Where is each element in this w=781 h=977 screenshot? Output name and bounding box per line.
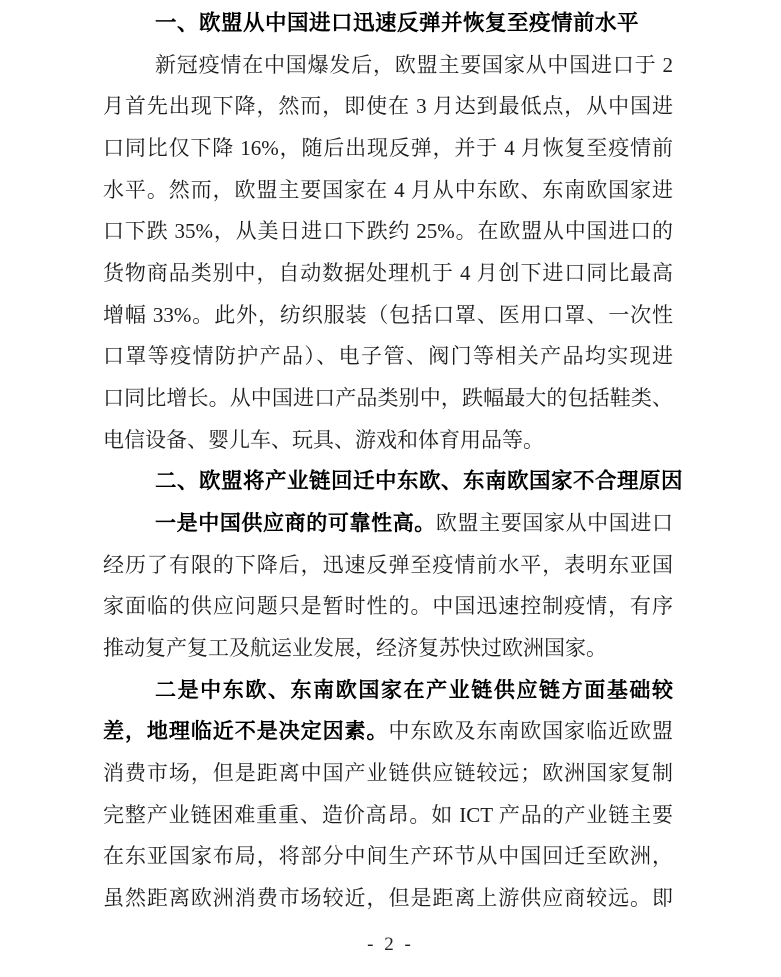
text-line (103, 45, 673, 87)
bold-text-segment: 一、欧盟从中国进口迅速反弹并恢复至疫情前水平 (155, 11, 640, 35)
text-segment: 推动复产复工及航运业发展，经济复苏快过欧洲国家。 (103, 636, 607, 661)
text-segment: 消费市场，但是距离中国产业链供应链较远；欧洲国家复制 (103, 761, 673, 786)
text-line (103, 836, 673, 878)
text-line (103, 253, 673, 295)
text-segment: 中东欧及东南欧国家临近欧盟 (388, 719, 674, 744)
text-segment: 经历了有限的下降后，迅速反弹至疫情前水平，表明东亚国 (103, 552, 673, 577)
text-line (103, 628, 673, 670)
text-segment: 货物商品类别中，自动数据处理机于 4 月创下进口同比最高 (103, 261, 673, 286)
bold-text-segment: 二、欧盟将产业链回迁中东欧、东南欧国家不合理原因 (155, 469, 684, 494)
text-segment: 虽然距离欧洲消费市场较近，但是距离上游供应商较远。即 (103, 886, 673, 911)
text-line (103, 86, 673, 128)
text-line (103, 211, 673, 253)
text-segment: 口罩等疫情防护产品）、电子管、阀门等相关产品均实现进 (103, 344, 673, 369)
page-footer (0, 930, 781, 960)
section-heading (103, 461, 684, 503)
bold-text-segment: 差，地理临近不是决定因素。 (103, 719, 389, 744)
text-line (103, 670, 673, 712)
text-segment: 完整产业链困难重重、造价高昂。如 ICT 产品的产业链主要 (103, 802, 673, 827)
text-line (103, 378, 673, 420)
text-line (103, 295, 673, 337)
bold-text-segment: 二是中东欧、东南欧国家在产业链供应链方面基础较 (155, 677, 673, 702)
text-segment: 口同比增长。从中国进口产品类别中，跌幅最大的包括鞋类、 (103, 386, 673, 411)
text-segment: 口同比仅下降 16%，随后出现反弹，并于 4 月恢复至疫情前 (103, 136, 673, 161)
text-segment: 月首先出现下降，然而，即使在 3 月达到最低点，从中国进 (103, 94, 673, 119)
text-segment: 新冠疫情在中国爆发后，欧盟主要国家从中国进口于 2 (155, 52, 673, 77)
text-line (103, 795, 673, 837)
text-segment: 口下跌 35%，从美日进口下跌约 25%。在欧盟从中国进口的 (103, 219, 673, 244)
page-number: - 2 - (367, 934, 414, 955)
text-line (103, 420, 673, 462)
text-line (103, 711, 673, 753)
bold-text-segment: 一是中国供应商的可靠性高。 (155, 511, 436, 536)
text-line (103, 170, 673, 212)
text-segment: 增幅 33%。此外，纺织服装（包括口罩、医用口罩、一次性 (103, 302, 673, 327)
text-line (103, 336, 673, 378)
text-segment: 家面临的供应问题只是暂时性的。中国迅速控制疫情，有序 (103, 594, 673, 619)
document-body (103, 3, 684, 920)
text-segment: 电信设备、婴儿车、玩具、游戏和体育用品等。 (103, 427, 544, 452)
text-line (103, 586, 673, 628)
section-heading (103, 3, 673, 45)
text-segment: 水平。然而，欧盟主要国家在 4 月从中东欧、东南欧国家进 (103, 177, 673, 202)
text-line (103, 545, 673, 587)
text-segment: 在东亚国家布局，将部分中间生产环节从中国回迁至欧洲， (103, 844, 673, 869)
text-line (103, 878, 673, 920)
text-line (103, 753, 673, 795)
text-segment: 欧盟主要国家从中国进口 (435, 511, 674, 536)
text-line (103, 128, 673, 170)
text-line (103, 503, 673, 545)
